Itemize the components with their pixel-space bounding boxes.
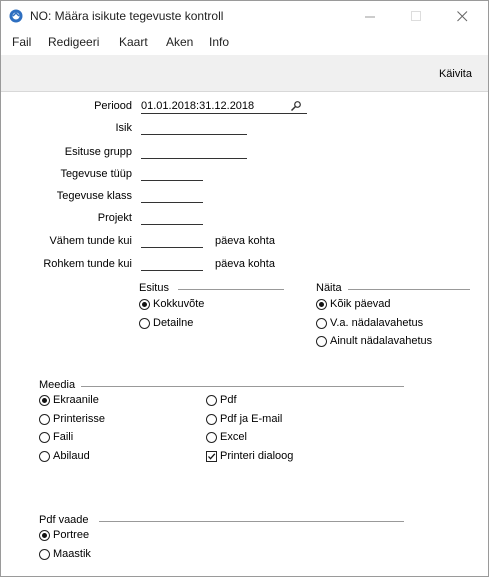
naita-option-except-weekend[interactable]	[316, 317, 423, 329]
pdf-view-divider	[99, 521, 404, 522]
menu-aken[interactable]: Aken	[166, 35, 194, 49]
minimize-button[interactable]	[347, 1, 393, 31]
radio-selected-icon	[39, 530, 50, 541]
meedia-option-pdf[interactable]	[206, 394, 237, 406]
naita-group-title: Näita	[316, 282, 342, 294]
group-label: Esituse grupp	[64, 146, 132, 158]
radio-icon	[39, 451, 50, 462]
naita-option-label: Ainult nädalavahetus	[330, 335, 433, 347]
less-hours-suffix: päeva kohta	[215, 235, 275, 247]
project-field[interactable]	[141, 210, 203, 225]
esitus-option-label: Detailne	[153, 317, 194, 329]
meedia-option-label: Faili	[53, 431, 74, 443]
group-field[interactable]	[141, 144, 247, 159]
esitus-divider	[178, 289, 284, 290]
meedia-option-label: Pdf ja E-mail	[220, 413, 283, 425]
close-button[interactable]	[439, 1, 485, 31]
pdf-view-group-title: Pdf vaade	[39, 514, 89, 526]
esitus-option-summary[interactable]	[139, 298, 204, 310]
more-hours-suffix: päeva kohta	[215, 258, 275, 270]
checkbox-icon	[206, 451, 217, 462]
meedia-option-excel[interactable]	[206, 431, 247, 443]
esitus-group-title: Esitus	[139, 282, 169, 294]
radio-icon	[206, 432, 217, 443]
naita-option-only-weekend[interactable]	[316, 335, 432, 347]
window-title: NO: Määra isikute tegevuste kontroll	[30, 9, 224, 23]
toolbar	[1, 55, 488, 92]
esitus-option-label: Kokkuvõte	[153, 298, 205, 310]
radio-icon	[39, 432, 50, 443]
activity-type-label: Tegevuse tüüp	[60, 168, 132, 180]
activity-type-field[interactable]	[141, 166, 203, 181]
pdf-view-option-label: Portree	[53, 529, 90, 541]
maximize-button[interactable]	[393, 1, 439, 31]
radio-selected-icon	[139, 299, 150, 310]
meedia-option-label: Ekraanile	[53, 394, 99, 406]
radio-icon	[316, 318, 327, 329]
menu-info[interactable]: Info	[209, 35, 230, 49]
meedia-option-label: Abilaud	[53, 450, 90, 462]
more-hours-field[interactable]	[141, 256, 203, 271]
pdf-view-option-landscape[interactable]	[39, 548, 91, 560]
radio-icon	[39, 414, 50, 425]
project-label: Projekt	[97, 212, 132, 224]
menu-kaart[interactable]: Kaart	[119, 35, 148, 49]
meedia-option-pdf-email[interactable]	[206, 413, 282, 425]
radio-icon	[139, 318, 150, 329]
pdf-view-option-label: Maastik	[53, 548, 91, 560]
radio-icon	[316, 336, 327, 347]
less-hours-label: Vähem tunde kui	[49, 235, 132, 247]
printer-dialog-label: Printeri dialoog	[220, 450, 294, 462]
meedia-option-screen[interactable]	[39, 394, 99, 406]
pdf-view-option-portrait[interactable]	[39, 529, 89, 541]
activity-class-field[interactable]	[141, 188, 203, 203]
title-bar	[1, 1, 488, 31]
meedia-option-file[interactable]	[39, 431, 73, 443]
app-icon	[9, 9, 23, 23]
person-field[interactable]	[141, 120, 247, 135]
menu-redigeeri[interactable]: Redigeeri	[48, 35, 100, 49]
menu-fail[interactable]: Fail	[12, 35, 32, 49]
meedia-option-label: Printerisse	[53, 413, 105, 425]
radio-icon	[206, 395, 217, 406]
maximize-icon	[411, 11, 422, 22]
less-hours-field[interactable]	[141, 233, 203, 248]
run-button[interactable]: Käivita	[438, 68, 472, 80]
printer-dialog-checkbox[interactable]	[206, 450, 293, 462]
meedia-option-printer[interactable]	[39, 413, 105, 425]
naita-option-all-days[interactable]	[316, 298, 391, 310]
paste-special-icon[interactable]	[290, 100, 302, 112]
close-icon	[457, 11, 468, 22]
period-label: Periood	[94, 100, 132, 112]
naita-option-label: V.a. nädalavahetus	[330, 317, 424, 329]
radio-icon	[39, 549, 50, 560]
meedia-divider	[81, 386, 404, 387]
meedia-option-clipboard[interactable]	[39, 450, 90, 462]
period-field[interactable]: 01.01.2018:31.12.2018	[141, 99, 307, 114]
more-hours-label: Rohkem tunde kui	[43, 258, 132, 270]
esitus-option-detailed[interactable]	[139, 317, 193, 329]
radio-selected-icon	[316, 299, 327, 310]
radio-selected-icon	[39, 395, 50, 406]
meedia-option-label: Pdf	[220, 394, 237, 406]
meedia-group-title: Meedia	[39, 379, 76, 391]
minimize-icon	[365, 11, 376, 22]
checkmark-icon	[207, 452, 216, 461]
radio-icon	[206, 414, 217, 425]
naita-option-label: Kõik päevad	[330, 298, 391, 310]
meedia-option-label: Excel	[220, 431, 247, 443]
person-label: Isik	[115, 122, 132, 134]
activity-class-label: Tegevuse klass	[56, 190, 132, 202]
naita-divider	[348, 289, 470, 290]
